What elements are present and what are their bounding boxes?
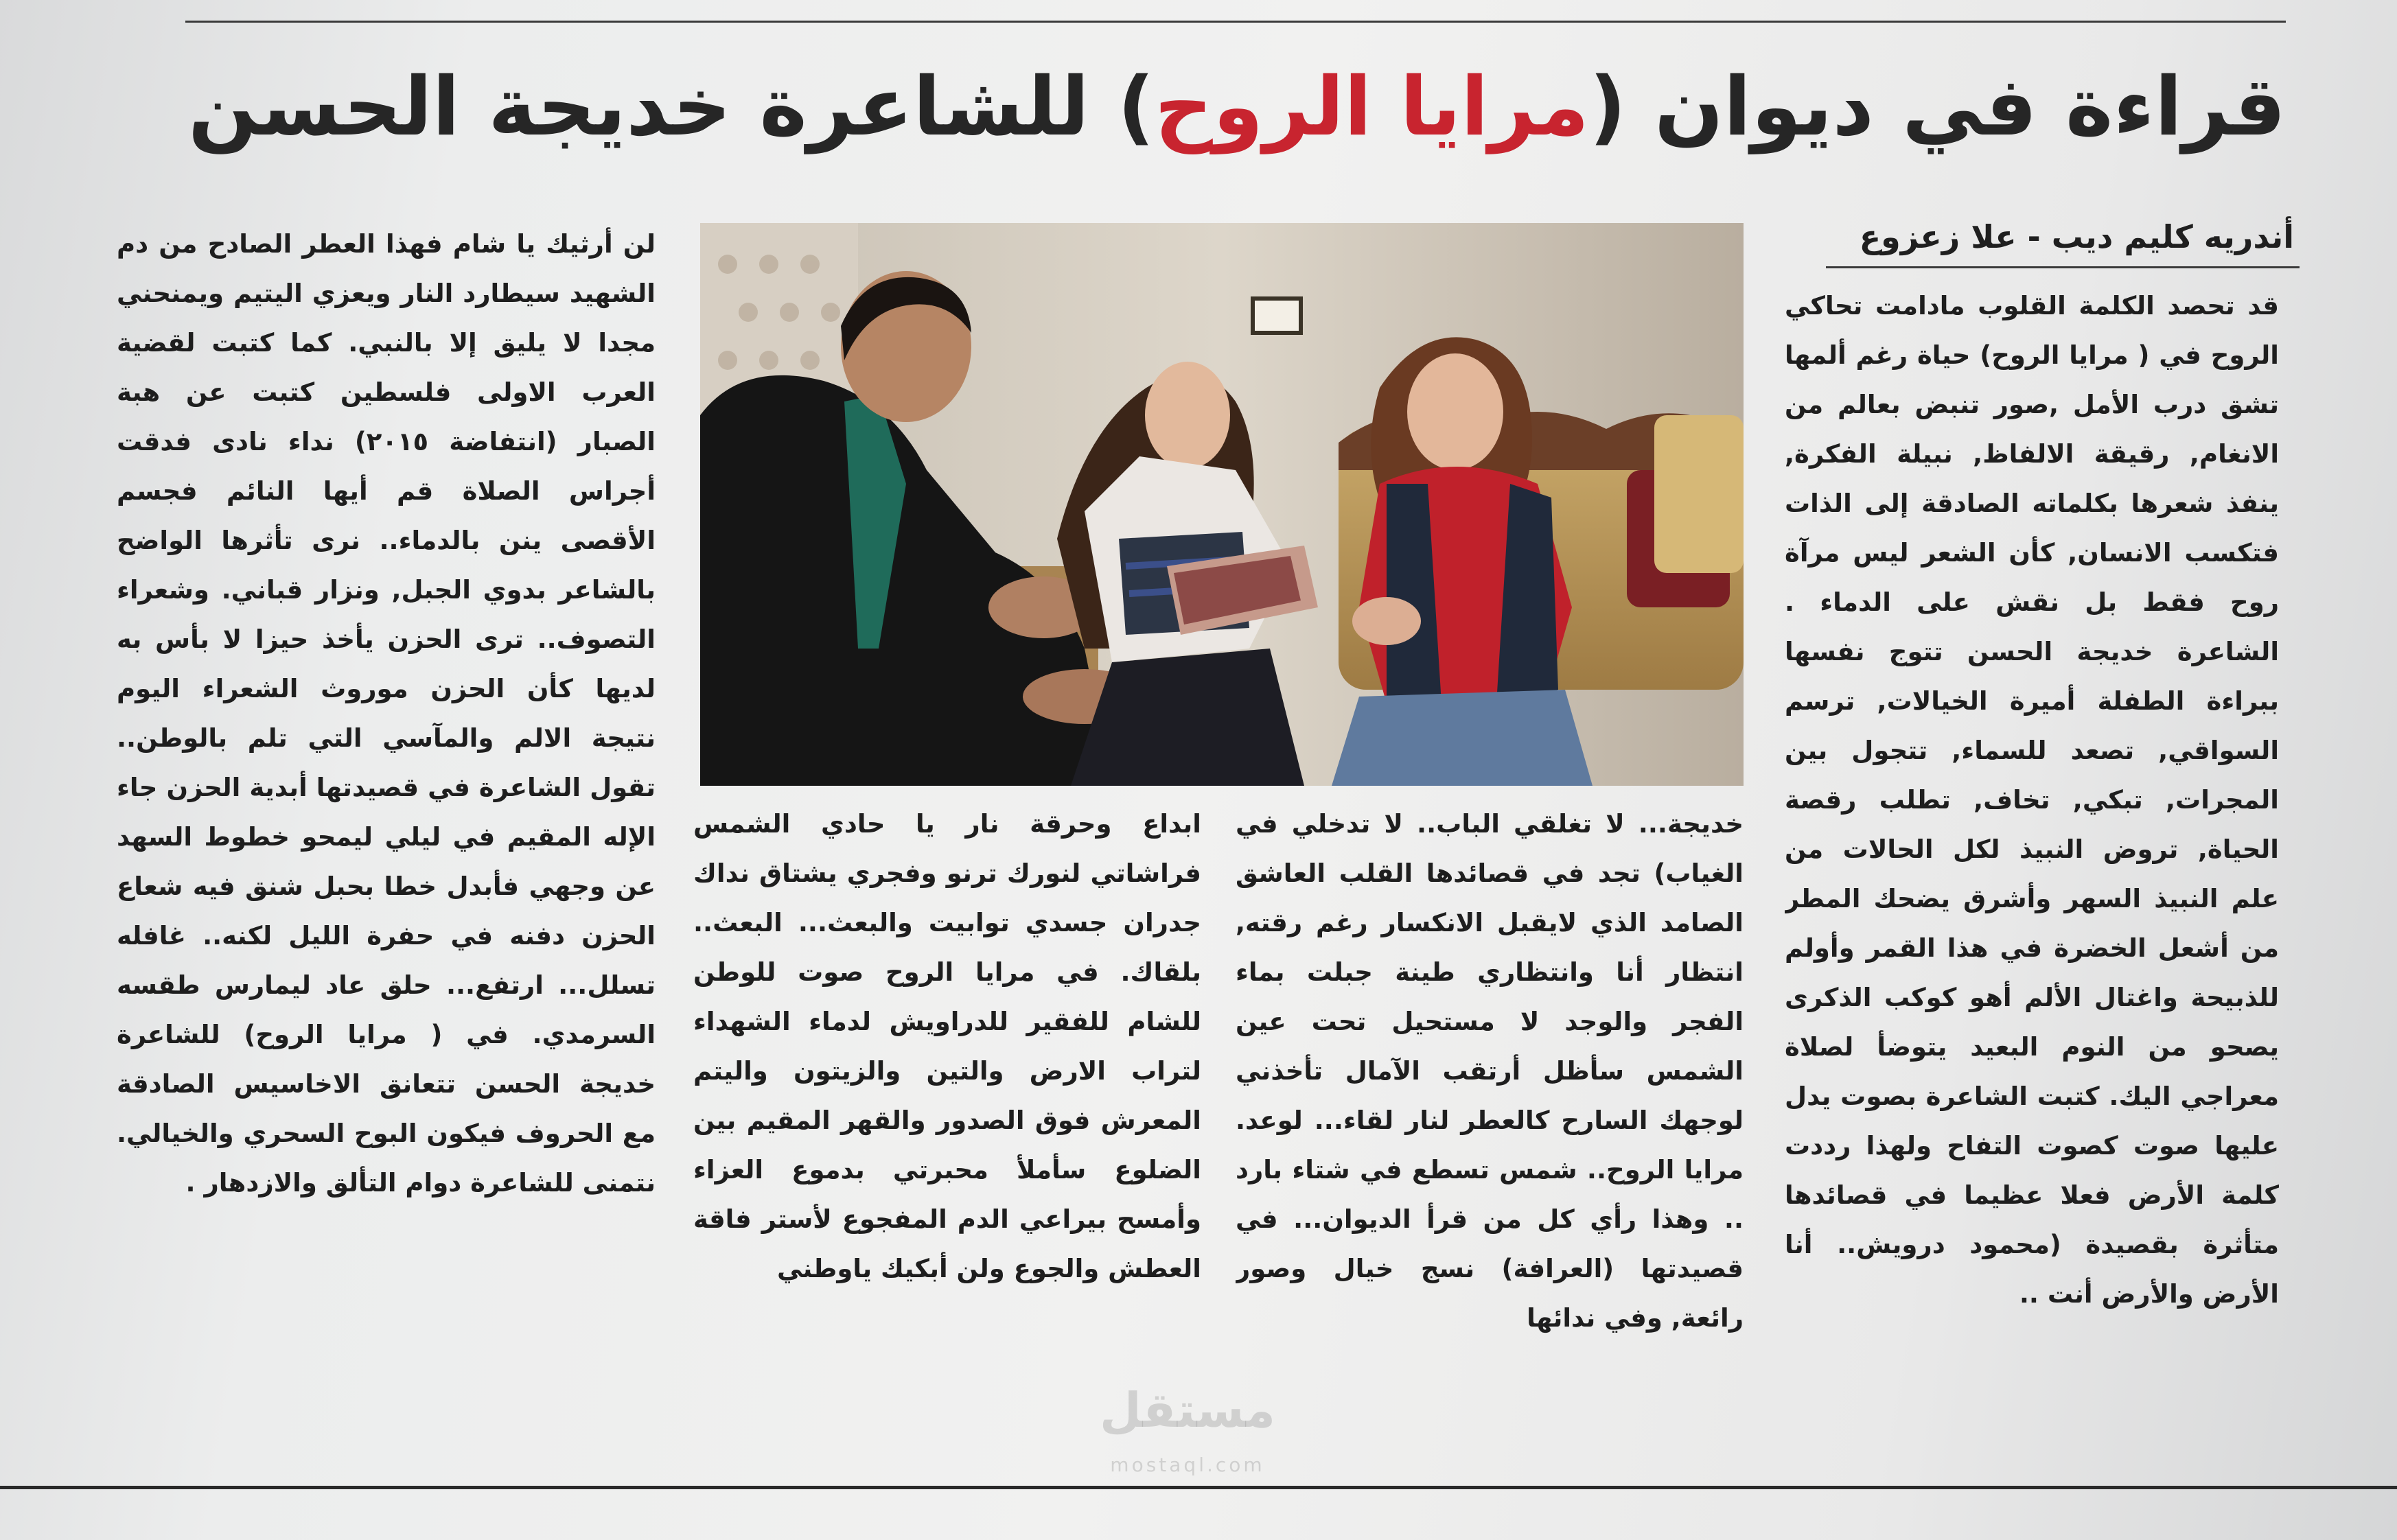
- article-headline: [185, 58, 2286, 202]
- text-column-1: [1785, 281, 2279, 1407]
- bottom-rule: [0, 1486, 2397, 1489]
- column-3-text: ابداع وحرقة نار يا حادي الشمس فراشاتي لنورك ترنو وفجري يشتاق نداك جدران جسدي توابيت والبعث... البعث.. بلقاك. في مرايا الروح صوت للوطن للشام للفقير للدراويش لدماء الشهداء لتراب الارض والتين والزيتون واليتم المعرش فوق الصدور والقهر المقيم بين الضلوع سأملأ محبرتي بدموع العزاء وأمسح بيراعي الدم المفجوع لأستر فاقة العطش والجوع ولن أبكيك ياوطني: [693, 809, 1201, 1283]
- watermark-url: mostaql.com: [1110, 1454, 1265, 1476]
- column-4-text: لن أرثيك يا شام فهذا العطر الصادح من دم الشهيد سيطارد النار ويعزي اليتيم ويمنحني مجدا لا يليق إلا بالنبي. كما كتبت لقضية العرب الاولى فلسطين كتبت عن هبة الصبار (انتفاضة ٢٠١٥) نداء نادى فدقت أجراس الصلاة قم أيها النائم فجسم الأقصى ينن بالدماء.. نرى تأثرها الواضح بالشاعر بدوي الجبل, ونزار قباني. وشعراء التصوف.. ترى الحزن يأخذ حيزا لا بأس به لديها كأن الحزن موروث الشعراء اليوم نتيجة الالم والمآسي التي تلم بالوطن.. تقول الشاعرة في قصيدتها أبدية الحزن جاء الإله المقيم في ليلي ليمحو خطوط السهد عن وجهي فأبدل خطا بحبل شنق فيه شعاع الحزن دفنه في حفرة الليل لكنه.. غافله تسلل... ارتفع... حلق عاد ليمارس طقسه السرمدي. في ( مرايا الروح) للشاعرة خديجة الحسن تتعانق الاخاسيس الصادقة مع الحروف فيكون البوح السحري والخيالي. نتمنى للشاعرة دوام التألق والازدهار .: [117, 229, 656, 1198]
- text-column-2: [1236, 800, 1744, 1441]
- column-2-text: خديجة... لا تغلقي الباب.. لا تدخلي في الغياب) تجد في قصائدها القلب العاشق الصامد الذي لايقبل الانكسار رغم رقته, انتظار أنا وانتظاري طينة جبلت بماء الفجر والوجد لا مستحيل تحت عين الشمس سأظل أرتقب الآمال تأخذني لوجهك السارح كالعطر لنار لقاء... لوعد. مرايا الروح.. شمس تسطع في شتاء بارد .. وهذا رأي كل من قرأ الديوان... في قصيدتها (العرافة) نسج خيال وصور رائعة, وفي ندائها: [1236, 809, 1744, 1333]
- headline-book-title: مرايا الروح: [1154, 59, 1590, 154]
- top-rule: [185, 21, 2286, 23]
- column-1-text: قد تحصد الكلمة القلوب مادامت تحاكي الروح في ( مرايا الروح) حياة رغم ألمها تشق درب الأمل ,صور تنبض بعالم من الانغام, رقيقة الالفاظ, نبيلة الفكرة, ينفذ شعرها بكلماته الصادقة إلى الذات فتكسب الانسان, كأن الشعر ليس مرآة روح فقط بل نقش على الدماء . الشاعرة خديجة الحسن تتوج نفسها ببراءة الطفلة أميرة الخيالات, ترسم السواقي, تصعد للسماء, تتجول بين المجرات, تبكي, تخاف, تطلب رقصة الحياة, تروض النبيذ لكل الحالات من علم النبيذ السهر وأشرق يضحك المطر من أشعل الخضرة في هذا القمر وأولم للذبيحة واغتال الألم أهو كوكب الذكرى يصحو من النوم البعيد يتوضأ لصلاة معراجي اليك. كتبت الشاعرة بصوت يدل عليها صوت كصوت التفاح ولهذا رددت كلمة الأرض فعلا عظيما في قصائدها متأثرة بقصيدة (محمود درويش.. أنا الأرض والأرض أنت ..: [1785, 291, 2279, 1309]
- article-photo: [700, 223, 1744, 786]
- watermark-logo: مستقل: [1099, 1382, 1275, 1438]
- byline-rule: [1826, 266, 2300, 268]
- headline-part-1: قراءة في ديوان (: [1589, 59, 2286, 154]
- byline: أندريه كليم ديب - علا زعزوع: [1859, 218, 2294, 255]
- photo-illustration: [700, 223, 1744, 786]
- text-column-4: [117, 220, 656, 1441]
- headline-part-2: ) للشاعرة خديجة الحسن: [188, 59, 1155, 154]
- text-column-3: [693, 800, 1201, 1441]
